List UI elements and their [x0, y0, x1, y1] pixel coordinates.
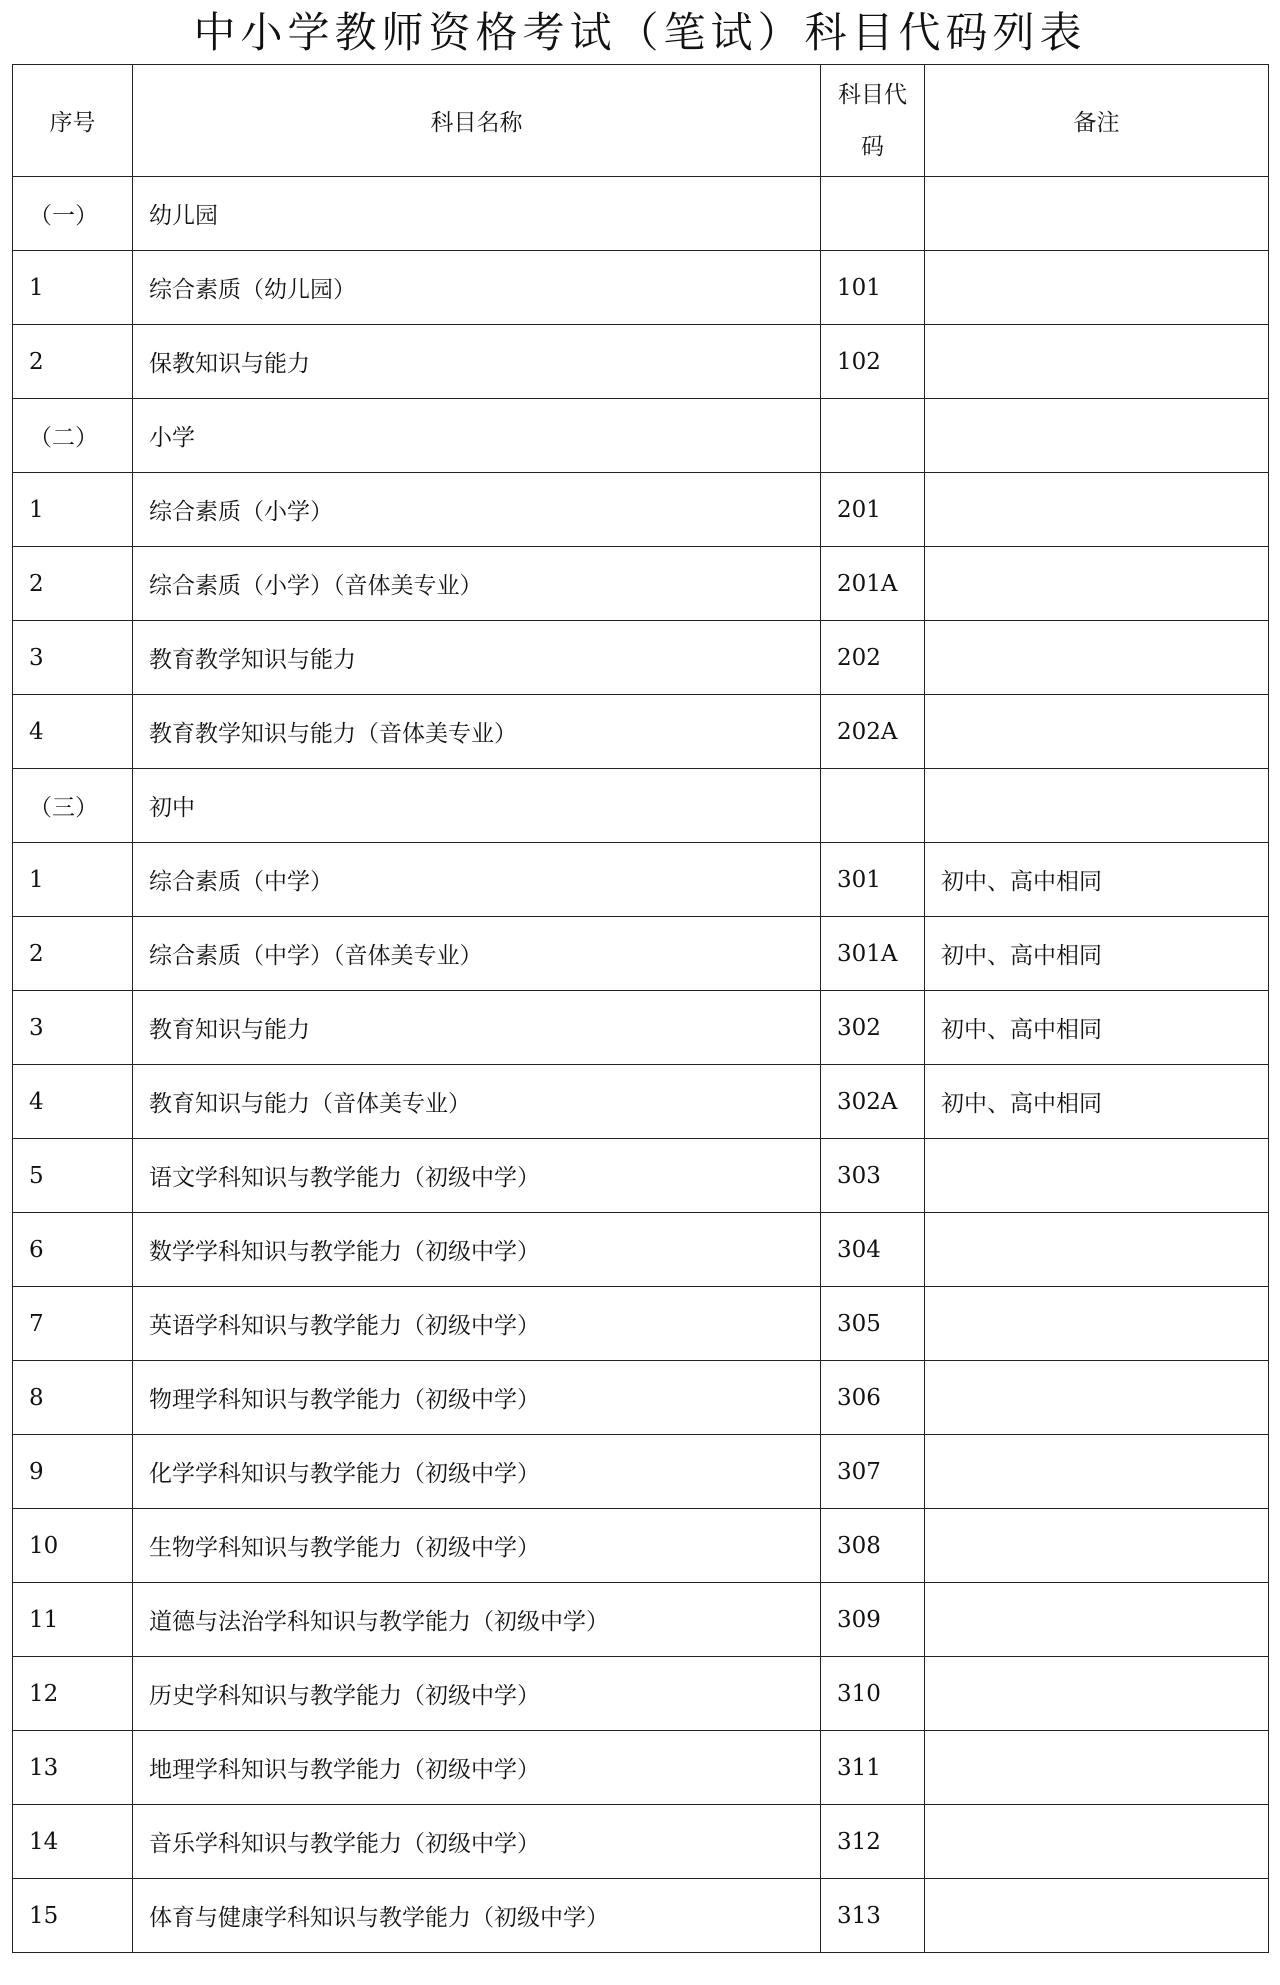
- table-row: [13, 769, 1269, 843]
- subject-code-cell: 310: [821, 1657, 925, 1731]
- subject-code-cell: 301A: [821, 917, 925, 991]
- header-name: 科目名称: [133, 65, 821, 177]
- seq-cell: 14: [13, 1805, 133, 1879]
- seq-cell: 13: [13, 1731, 133, 1805]
- subject-name-cell: 教育教学知识与能力（音体美专业）: [133, 695, 821, 769]
- table-row: [13, 1509, 1269, 1583]
- table-row: [13, 547, 1269, 621]
- subject-code-cell: [821, 399, 925, 473]
- seq-cell: 4: [13, 695, 133, 769]
- subject-name-cell: 保教知识与能力: [133, 325, 821, 399]
- seq-cell: 2: [13, 325, 133, 399]
- subject-code-cell: 202: [821, 621, 925, 695]
- note-cell: [925, 1435, 1269, 1509]
- subject-name-cell: 音乐学科知识与教学能力（初级中学）: [133, 1805, 821, 1879]
- subject-name-cell: 综合素质（中学）: [133, 843, 821, 917]
- header-code: 科目代码: [821, 65, 925, 177]
- subject-name-cell: 初中: [133, 769, 821, 843]
- note-cell: [925, 177, 1269, 251]
- note-cell: [925, 1213, 1269, 1287]
- subject-code-cell: 311: [821, 1731, 925, 1805]
- seq-cell: 7: [13, 1287, 133, 1361]
- table-body: [13, 177, 1269, 1953]
- seq-cell: 10: [13, 1509, 133, 1583]
- subject-code-cell: 202A: [821, 695, 925, 769]
- note-cell: [925, 1657, 1269, 1731]
- subject-code-cell: [821, 177, 925, 251]
- subject-code-cell: 307: [821, 1435, 925, 1509]
- page-title: 中小学教师资格考试（笔试）科目代码列表: [193, 8, 1087, 57]
- subject-code-cell: 301: [821, 843, 925, 917]
- seq-cell: 1: [13, 473, 133, 547]
- table-row: [13, 1065, 1269, 1139]
- table-row: [13, 1435, 1269, 1509]
- subject-code-cell: 101: [821, 251, 925, 325]
- note-cell: 初中、高中相同: [925, 1065, 1269, 1139]
- note-cell: 初中、高中相同: [925, 991, 1269, 1065]
- subject-name-cell: 综合素质（幼儿园）: [133, 251, 821, 325]
- note-cell: [925, 473, 1269, 547]
- subject-name-cell: 化学学科知识与教学能力（初级中学）: [133, 1435, 821, 1509]
- seq-cell: （一）: [13, 177, 133, 251]
- table-row: [13, 251, 1269, 325]
- subject-name-cell: 数学学科知识与教学能力（初级中学）: [133, 1213, 821, 1287]
- seq-cell: 1: [13, 251, 133, 325]
- seq-cell: 3: [13, 621, 133, 695]
- subject-name-cell: 生物学科知识与教学能力（初级中学）: [133, 1509, 821, 1583]
- table-row: [13, 991, 1269, 1065]
- table-row: [13, 1657, 1269, 1731]
- subject-code-cell: 309: [821, 1583, 925, 1657]
- note-cell: [925, 1805, 1269, 1879]
- table-row: [13, 1213, 1269, 1287]
- table-row: [13, 399, 1269, 473]
- subject-code-cell: 308: [821, 1509, 925, 1583]
- subject-code-cell: 312: [821, 1805, 925, 1879]
- note-cell: 初中、高中相同: [925, 843, 1269, 917]
- subject-name-cell: 物理学科知识与教学能力（初级中学）: [133, 1361, 821, 1435]
- note-cell: [925, 399, 1269, 473]
- note-cell: [925, 1139, 1269, 1213]
- subject-code-cell: [821, 769, 925, 843]
- subject-name-cell: 语文学科知识与教学能力（初级中学）: [133, 1139, 821, 1213]
- subject-name-cell: 英语学科知识与教学能力（初级中学）: [133, 1287, 821, 1361]
- table-row: [13, 473, 1269, 547]
- note-cell: [925, 1361, 1269, 1435]
- note-cell: [925, 325, 1269, 399]
- note-cell: [925, 769, 1269, 843]
- seq-cell: 4: [13, 1065, 133, 1139]
- subject-name-cell: 地理学科知识与教学能力（初级中学）: [133, 1731, 821, 1805]
- seq-cell: 15: [13, 1879, 133, 1953]
- seq-cell: 5: [13, 1139, 133, 1213]
- seq-cell: 2: [13, 547, 133, 621]
- table-row: [13, 1805, 1269, 1879]
- subject-name-cell: 教育知识与能力（音体美专业）: [133, 1065, 821, 1139]
- subject-code-cell: 305: [821, 1287, 925, 1361]
- seq-cell: 11: [13, 1583, 133, 1657]
- subject-name-cell: 幼儿园: [133, 177, 821, 251]
- subject-code-cell: 303: [821, 1139, 925, 1213]
- subject-code-table: [12, 64, 1269, 1953]
- table-header-row: [13, 65, 1269, 177]
- seq-cell: 12: [13, 1657, 133, 1731]
- note-cell: [925, 1583, 1269, 1657]
- subject-name-cell: 历史学科知识与教学能力（初级中学）: [133, 1657, 821, 1731]
- subject-code-cell: 313: [821, 1879, 925, 1953]
- note-cell: [925, 251, 1269, 325]
- subject-code-cell: 306: [821, 1361, 925, 1435]
- table-row: [13, 1287, 1269, 1361]
- subject-code-cell: 201A: [821, 547, 925, 621]
- table-row: [13, 1583, 1269, 1657]
- seq-cell: 8: [13, 1361, 133, 1435]
- table-row: [13, 1879, 1269, 1953]
- subject-name-cell: 综合素质（中学）（音体美专业）: [133, 917, 821, 991]
- note-cell: [925, 621, 1269, 695]
- header-note: 备注: [925, 65, 1269, 177]
- subject-name-cell: 教育教学知识与能力: [133, 621, 821, 695]
- subject-name-cell: 体育与健康学科知识与教学能力（初级中学）: [133, 1879, 821, 1953]
- subject-code-cell: 302: [821, 991, 925, 1065]
- subject-name-cell: 小学: [133, 399, 821, 473]
- seq-cell: 3: [13, 991, 133, 1065]
- table-row: [13, 177, 1269, 251]
- note-cell: [925, 1287, 1269, 1361]
- table-row: [13, 695, 1269, 769]
- table-row: [13, 1361, 1269, 1435]
- note-cell: 初中、高中相同: [925, 917, 1269, 991]
- note-cell: [925, 695, 1269, 769]
- table-row: [13, 843, 1269, 917]
- subject-name-cell: 综合素质（小学）: [133, 473, 821, 547]
- header-seq: 序号: [13, 65, 133, 177]
- subject-name-cell: 综合素质（小学）（音体美专业）: [133, 547, 821, 621]
- subject-name-cell: 教育知识与能力: [133, 991, 821, 1065]
- seq-cell: 2: [13, 917, 133, 991]
- table-row: [13, 621, 1269, 695]
- subject-code-cell: 304: [821, 1213, 925, 1287]
- table-row: [13, 325, 1269, 399]
- subject-code-cell: 302A: [821, 1065, 925, 1139]
- seq-cell: 1: [13, 843, 133, 917]
- seq-cell: （三）: [13, 769, 133, 843]
- table-row: [13, 917, 1269, 991]
- seq-cell: 6: [13, 1213, 133, 1287]
- table-row: [13, 1139, 1269, 1213]
- note-cell: [925, 547, 1269, 621]
- note-cell: [925, 1509, 1269, 1583]
- subject-name-cell: 道德与法治学科知识与教学能力（初级中学）: [133, 1583, 821, 1657]
- note-cell: [925, 1731, 1269, 1805]
- subject-code-cell: 102: [821, 325, 925, 399]
- table-row: [13, 1731, 1269, 1805]
- seq-cell: 9: [13, 1435, 133, 1509]
- note-cell: [925, 1879, 1269, 1953]
- seq-cell: （二）: [13, 399, 133, 473]
- subject-code-cell: 201: [821, 473, 925, 547]
